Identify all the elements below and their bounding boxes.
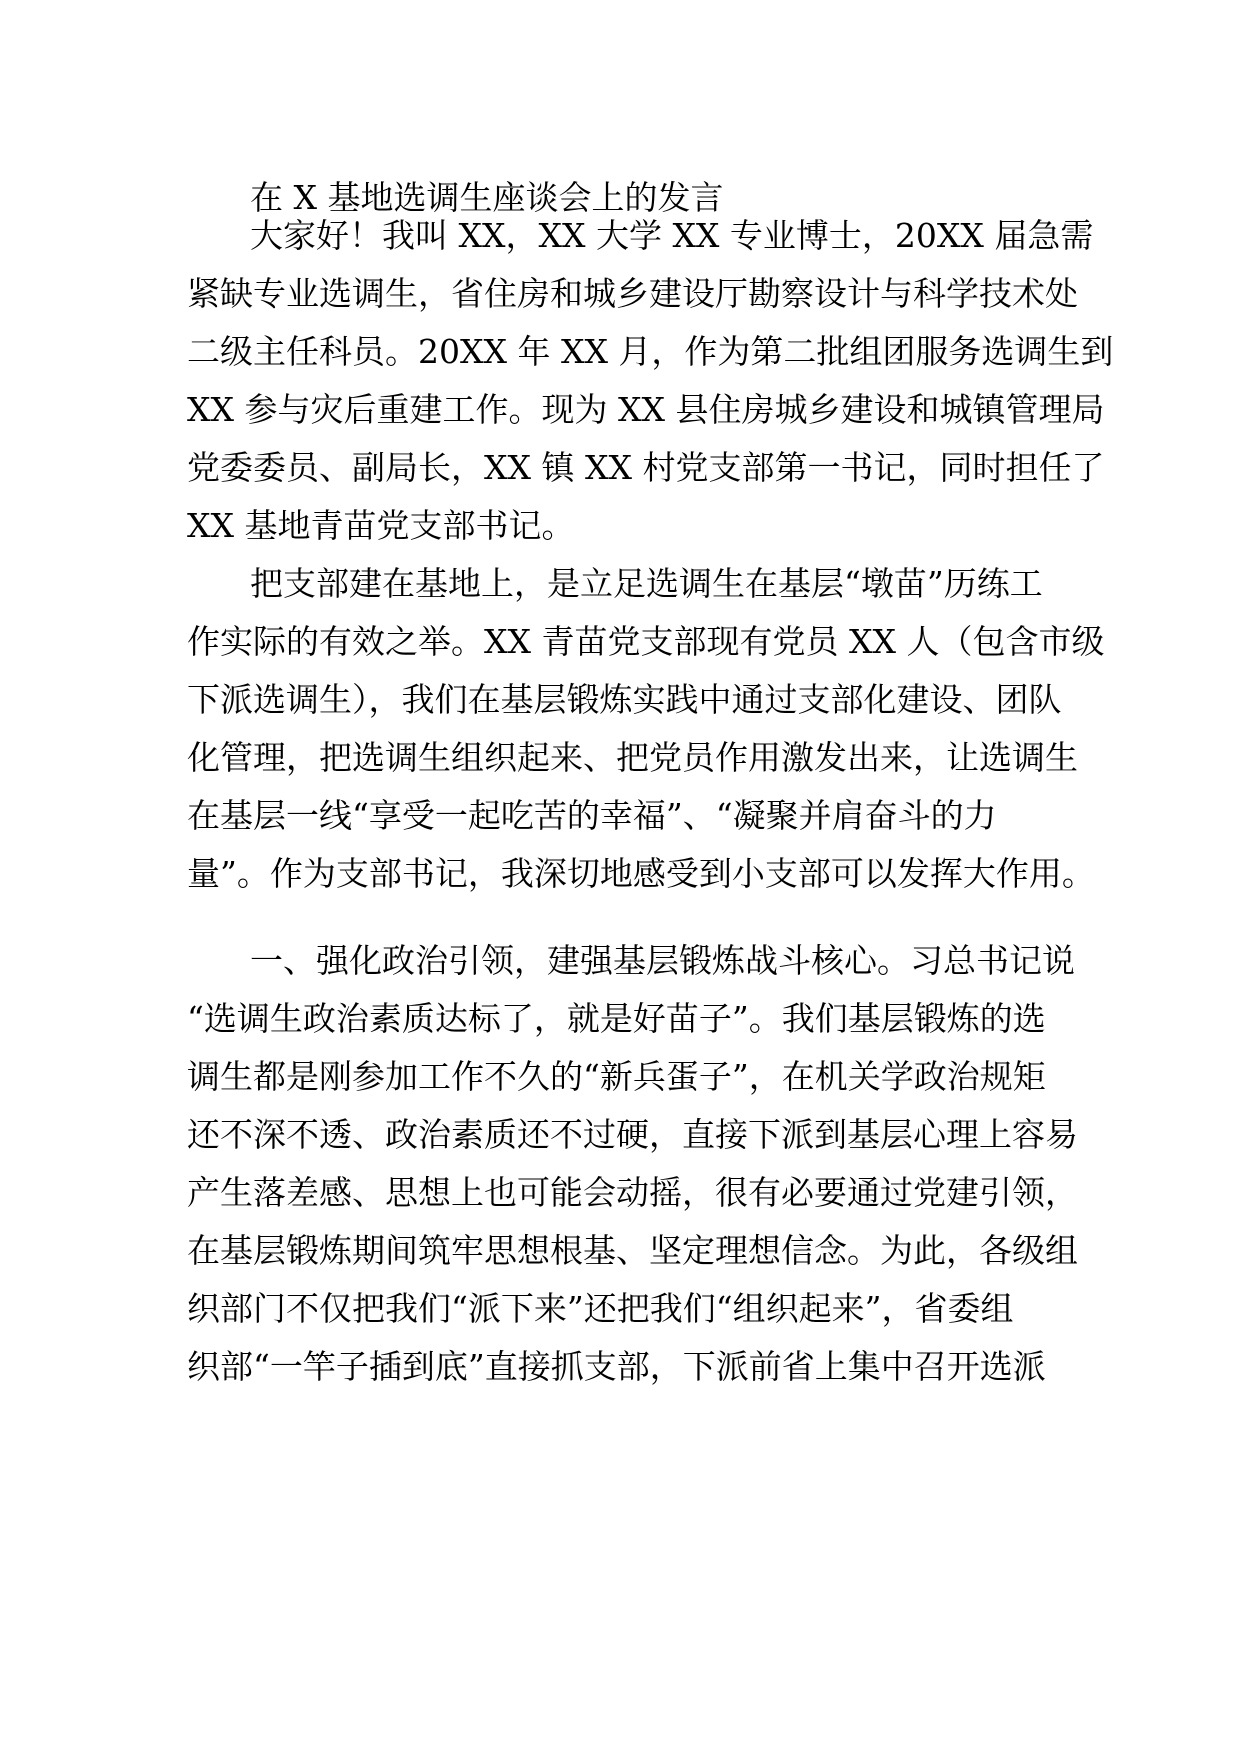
paragraph-2-line-2: 作实际的有效之举。XX 青苗党支部现有党员 XX 人（包含市级 [187, 622, 1105, 661]
paragraph-1-line-5: 党委委员、副局长，XX 镇 XX 村党支部第一书记，同时担任了 [187, 448, 1105, 487]
paragraph-1-line-2: 紧缺专业选调生，省住房和城乡建设厅勘察设计与科学技术处 [187, 274, 1078, 313]
paragraph-2-line-1: 把支部建在基地上，是立足选调生在基层“墩苗”历练工 [250, 564, 1043, 603]
paragraph-2-line-3: 下派选调生），我们在基层锻炼实践中通过支部化建设、团队 [187, 680, 1062, 719]
paragraph-3-line-3: 调生都是刚参加工作不久的“新兵蛋子”，在机关学政治规矩 [187, 1057, 1046, 1096]
paragraph-2-line-6: 量”。作为支部书记，我深切地感受到小支部可以发挥大作用。 [187, 854, 1095, 893]
paragraph-3-line-4: 还不深不透、政治素质还不过硬，直接下派到基层心理上容易 [187, 1115, 1078, 1154]
paragraph-3-line-5: 产生落差感、思想上也可能会动摇，很有必要通过党建引领， [187, 1173, 1078, 1212]
paragraph-2-line-5: 在基层一线“享受一起吃苦的幸福”、“凝聚并肩奋斗的力 [187, 796, 997, 835]
paragraph-2-line-4: 化管理，把选调生组织起来、把党员作用激发出来，让选调生 [187, 738, 1078, 777]
paragraph-3-line-8: 织部“一竿子插到底”直接抓支部，下派前省上集中召开选派 [187, 1347, 1046, 1386]
document-title: 在 X 基地选调生座谈会上的发言 [250, 178, 724, 217]
paragraph-1-line-1: 大家好！我叫 XX，XX 大学 XX 专业博士，20XX 届急需 [250, 216, 1094, 255]
paragraph-1-line-3: 二级主任科员。20XX 年 XX 月，作为第二批组团服务选调生到 [187, 332, 1114, 371]
paragraph-3-line-2: “选调生政治素质达标了，就是好苗子”。我们基层锻炼的选 [187, 999, 1046, 1038]
paragraph-3-line-7: 织部门不仅把我们“派下来”还把我们“组织起来”，省委组 [187, 1289, 1014, 1328]
paragraph-1-line-4: XX 参与灾后重建工作。现为 XX 县住房城乡建设和城镇管理局 [187, 390, 1105, 429]
paragraph-3-line-6: 在基层锻炼期间筑牢思想根基、坚定理想信念。为此，各级组 [187, 1231, 1078, 1270]
paragraph-1-line-6: XX 基地青苗党支部书记。 [187, 506, 575, 545]
paragraph-3-line-1: 一、强化政治引领，建强基层锻炼战斗核心。习总书记说 [250, 941, 1075, 980]
